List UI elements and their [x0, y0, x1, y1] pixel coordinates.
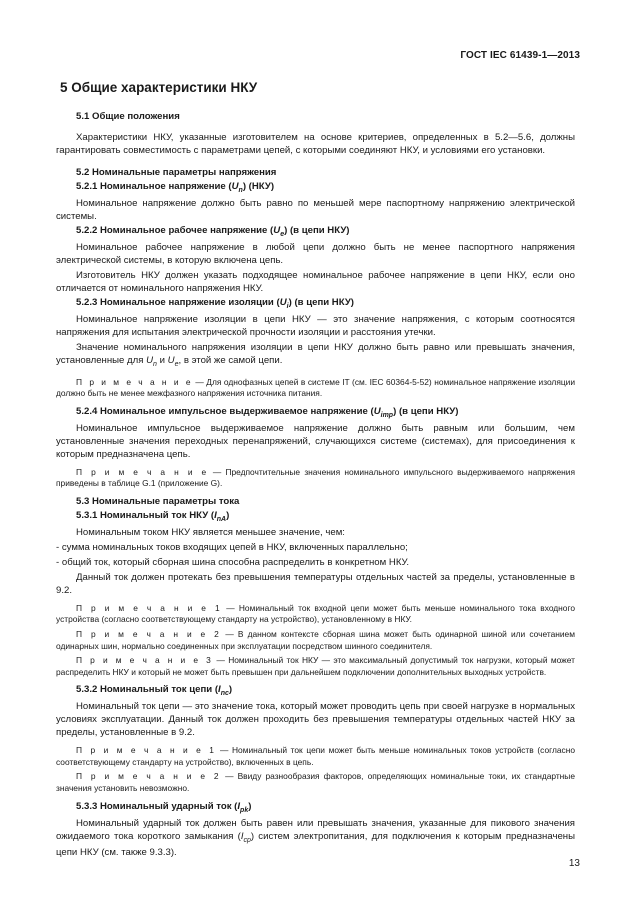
- paragraph-5-2-4: Номинальное импульсное выдерживаемое напряжение должно быть равным или большим, чем установленные значения переходных перенапряжений, случающихся системе (системах), для присоединения к которым предназначена цепь.: [56, 422, 575, 460]
- list-item-5-3-1-1: - сумма номинальных токов входящих цепей в НКУ, включенных параллельно;: [56, 541, 408, 553]
- heading-5-2: 5.2 Номинальные параметры напряжения: [76, 167, 277, 178]
- heading-5-3-3: 5.3.3 Номинальный ударный ток $(I_{pk})$: [76, 800, 252, 814]
- paragraph-5-2-1: Номинальное напряжение должно быть равно по меньшей мере паспортному напряжению электрической системы.: [56, 197, 575, 222]
- paragraph-5-3-1-b: Данный ток должен протекать без превышения температуры отдельных частей за пределы, установленные в 9.2.: [56, 571, 575, 596]
- list-item-5-3-1-2: - общий ток, который сборная шина способна распределить в конкретном НКУ.: [56, 556, 409, 568]
- heading-5-2-1: 5.2.1 Номинальное напряжение $(U_n)$ (НКУ): [76, 181, 275, 194]
- section-title: 5 Общие характеристики НКУ: [60, 80, 258, 95]
- note-5-2-4: П р и м е ч а н и е — Предпочтительные значения номинального импульсного выдерживаемого напряжения приведены в таблице G.1 (приложение G).: [56, 466, 575, 489]
- heading-5-2-2: 5.2.2 Номинальное рабочее напряжение $(U_e)$ (в цепи НКУ): [76, 224, 350, 238]
- heading-5-3: 5.3 Номинальные параметры тока: [76, 495, 240, 507]
- paragraph-5-3-3: Номинальный ударный ток должен быть равен или превышать значения, указанные для пикового значения ожидаемого тока короткого замыкания $(I_{cp})$ систем электропитания, для подключения к которым предназначены цепи НКУ (см. также 9.3.3).: [56, 817, 575, 859]
- heading-5-2-3: 5.2.3 Номинальное напряжение изоляции $(U_i)$ (в цепи НКУ): [76, 296, 354, 310]
- note-5-3-2-2: П р и м е ч а н и е 2 — Ввиду разнообразия факторов, определяющих номинальные токи, их стандартные значения установить невозможно.: [56, 771, 575, 794]
- note-5-2-3: П р и м е ч а н и е — Для однофазных цепей в системе IT (см. IEC 60364-5-52) номинальное напряжение изоляции должно быть не менее межфазного напряжения источника питания.: [56, 376, 576, 399]
- standard-header: ГОСТ IEC 61439-1—2013: [460, 50, 580, 61]
- paragraph-5-2-2-b: Изготовитель НКУ должен указать подходящее номинальное рабочее напряжение в цепи НКУ, если оно отличается от номинального напряжения НКУ.: [56, 269, 575, 294]
- note-5-3-1-3: П р и м е ч а н и е 3 — Номинальный ток НКУ — это максимальный допустимый ток нагрузки, который может распределить НКУ и который не может быть превышен при дальнейшем подключении дополнительных выходных устройств.: [56, 655, 575, 677]
- note-5-3-1-2: П р и м е ч а н и е 2 — В данном контексте сборная шина может быть одинарной шиной или сочетанием одинарных шин, нормально соединенных при эксплуатации посредством шинного соединителя.: [56, 629, 575, 651]
- page-number: 13: [568, 858, 580, 869]
- heading-5-2-4: 5.2.4 Номинальное импульсное выдерживаемое напряжение $(U_{imp})$ (в цепи НКУ): [76, 405, 459, 419]
- note-5-3-1-1: П р и м е ч а н и е 1 — Номинальный ток входной цепи может быть меньше номинального тока входного устройства (согласно соответствующему стандарту на устройство), установленному в НКУ.: [56, 602, 575, 625]
- paragraph-5-1: Характеристики НКУ, указанные изготовителем на основе критериев, определенных в 5.2—5.6, должны гарантировать совместимость с параметрами цепей, с которыми соединяют НКУ, и условиями его установки.: [56, 132, 575, 156]
- paragraph-5-3-2: Номинальный ток цепи — это значение тока, который может проводить цепь при своей нагрузке в нормальных условиях эксплуатации. Данный ток должен проходить без превышения температуры отдельных частей НКУ за пределы, установленные в 9.2.: [56, 701, 575, 739]
- paragraph-5-2-3-b: Значение номинального напряжения изоляции в цепи НКУ должно быть равно или превышать значения, установленные для $U_n$ и $U_e$, в этой же самой цепи.: [56, 341, 575, 368]
- heading-5-3-1: 5.3.1 Номинальный ток НКУ $(I_{nA})$: [76, 509, 230, 523]
- paragraph-5-2-3-a: Номинальное напряжение изоляции в цепи НКУ — это значение напряжения, с которым соотносятся напряжения для испытания электрической прочности изоляции и расстояния утечки.: [56, 313, 575, 338]
- paragraph-5-2-2-a: Номинальное рабочее напряжение в любой цепи должно быть не менее паспортного напряжения электрической системы, в которую включена цепь.: [56, 241, 575, 266]
- page-content: [56, 80, 575, 861]
- heading-5-1: 5.1 Общие положения: [76, 111, 180, 122]
- note-5-3-2-1: П р и м е ч а н и е 1 — Номинальный ток цепи может быть меньше номинальных токов устройств (согласно соответствующему стандарту на устройство), включенных в цепь.: [56, 745, 575, 767]
- heading-5-3-2: 5.3.2 Номинальный ток цепи $(I_{nc})$: [76, 684, 233, 698]
- paragraph-5-3-1-a: Номинальным током НКУ является меньшее значение, чем:: [76, 526, 345, 538]
